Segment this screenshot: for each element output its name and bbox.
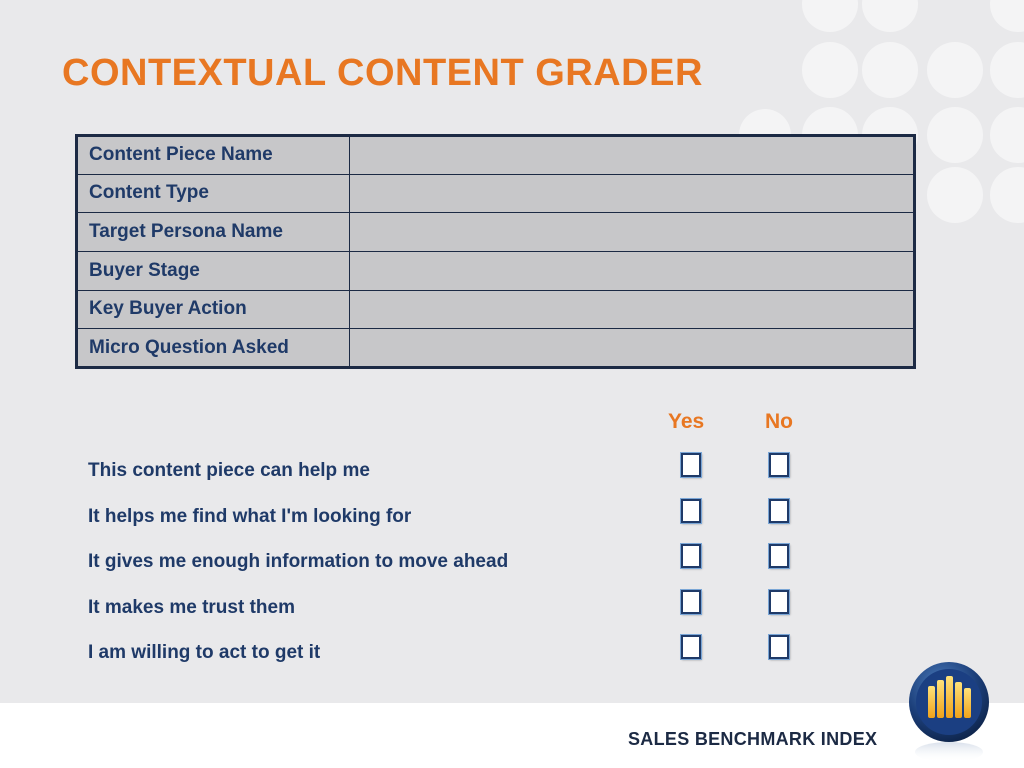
buyer-stage-field[interactable] (350, 251, 915, 290)
question-row (0, 550, 1024, 584)
key-buyer-action-field[interactable] (350, 290, 915, 329)
table-row (77, 136, 915, 175)
question-row (0, 459, 1024, 493)
question-text: I am willing to act to get it (88, 642, 321, 663)
yes-column-header: Yes (668, 410, 705, 433)
table-row (77, 290, 915, 329)
yes-checkbox[interactable] (681, 544, 701, 568)
question-text: It helps me find what I'm looking for (88, 506, 412, 527)
yes-checkbox[interactable] (681, 590, 701, 614)
content-type-field[interactable] (350, 174, 915, 213)
target-persona-name-field[interactable] (350, 213, 915, 252)
yes-checkbox[interactable] (681, 635, 701, 659)
row-label: Key Buyer Action (77, 290, 350, 329)
row-label: Buyer Stage (77, 251, 350, 290)
row-label: Micro Question Asked (77, 329, 350, 368)
micro-question-asked-field[interactable] (350, 329, 915, 368)
no-checkbox[interactable] (769, 635, 789, 659)
no-checkbox[interactable] (769, 590, 789, 614)
yes-checkbox[interactable] (681, 453, 701, 477)
content-piece-name-field[interactable] (350, 136, 915, 175)
no-checkbox[interactable] (769, 544, 789, 568)
brand-name: SALES BENCHMARK INDEX (628, 729, 878, 749)
row-label: Content Type (77, 174, 350, 213)
question-row (0, 596, 1024, 630)
question-text: It gives me enough information to move ahead (88, 551, 509, 572)
no-column-header: No (765, 410, 793, 433)
yes-checkbox[interactable] (681, 499, 701, 523)
table-row (77, 213, 915, 252)
question-text: This content piece can help me (88, 460, 370, 481)
sbi-logo-icon (905, 662, 993, 762)
table-row (77, 174, 915, 213)
question-text: It makes me trust them (88, 597, 295, 618)
question-row (0, 641, 1024, 675)
question-row (0, 505, 1024, 539)
table-row (77, 329, 915, 368)
no-checkbox[interactable] (769, 453, 789, 477)
page-title: CONTEXTUAL CONTENT GRADER (62, 52, 703, 94)
row-label: Target Persona Name (77, 213, 350, 252)
content-info-table (75, 134, 916, 369)
row-label: Content Piece Name (77, 136, 350, 175)
table-row (77, 251, 915, 290)
no-checkbox[interactable] (769, 499, 789, 523)
